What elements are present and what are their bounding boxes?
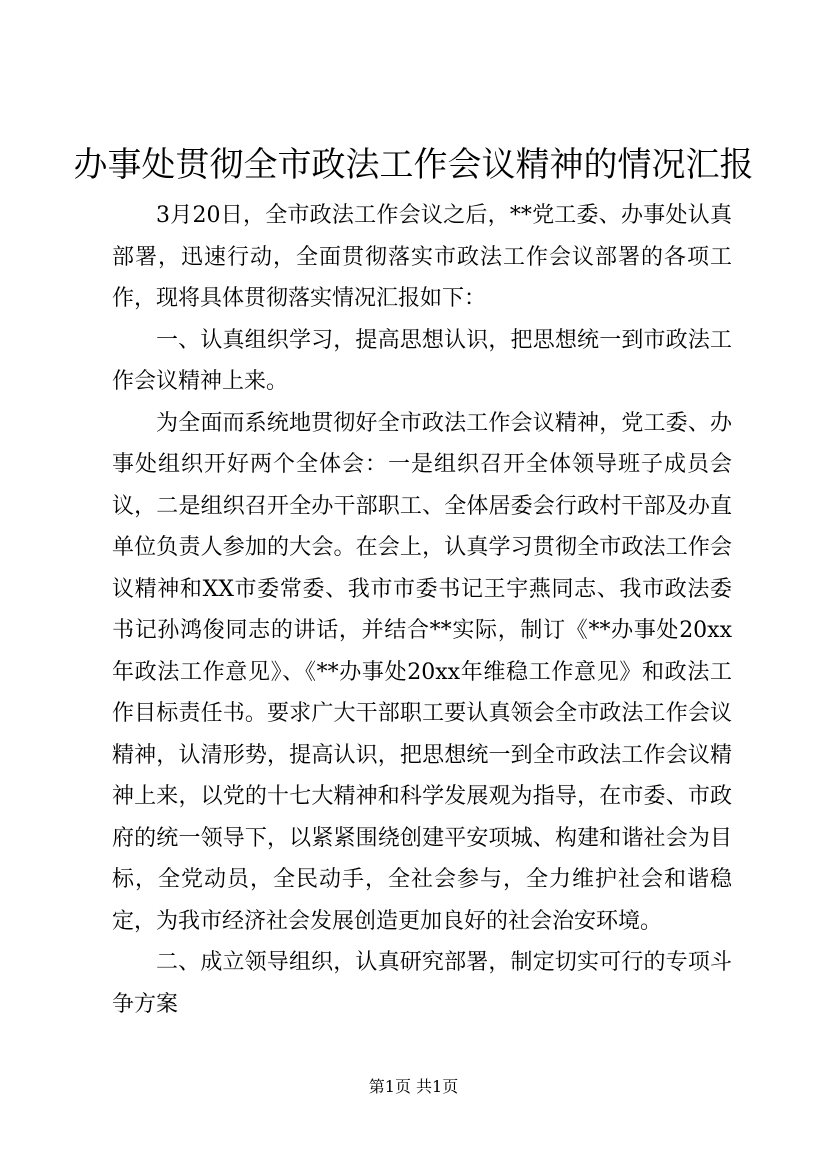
paragraph-intro: 3月20日，全市政法工作会议之后，**党工委、办事处认真部署，迅速行动，全面贯彻落实市政法工作会议部署的各项工作，现将具体贯彻落实情况汇报如下：	[112, 203, 732, 311]
paragraph-section-two-heading: 二、成立领导组织，认真研究部署，制定切实可行的专项斗争方案	[112, 950, 732, 1017]
page-footer: 第1页 共1页	[368, 1077, 459, 1096]
document-body	[112, 195, 732, 1025]
paragraph-section-one-heading: 一、认真组织学习，提高思想认识，把思想统一到市政法工作会议精神上来。	[112, 327, 732, 394]
paragraph-section-one-body: 为全面而系统地贯彻好全市政法工作会议精神，党工委、办事处组织开好两个全体会：一是组织召开全体领导班子成员会议，二是组织召开全办干部职工、全体居委会行政村干部及办直单位负责人参加的大会。在会上，认真学习贯彻全市政法工作会议精神和XX市委常委、我市市委书记王宇燕同志、我市政法委书记孙鸿俊同志的讲话，并结合**实际，制订《**办事处20xx年政法工作意见》、《**办事处20xx年维稳工作意见》和政法工作目标责任书。要求广大干部职工要认真领会全市政法工作会议精神，认清形势，提高认识，把思想统一到全市政法工作会议精神上来，以党的十七大精神和科学发展观为指导，在市委、市政府的统一领导下，以紧紧围绕创建平安项城、构建和谐社会为目标，全党动员，全民动手，全社会参与，全力维护社会和谐稳定，为我市经济社会发展创造更加良好的社会治安环境。	[112, 410, 732, 934]
document-title: 办事处贯彻全市政法工作会议精神的情况汇报	[73, 145, 754, 185]
